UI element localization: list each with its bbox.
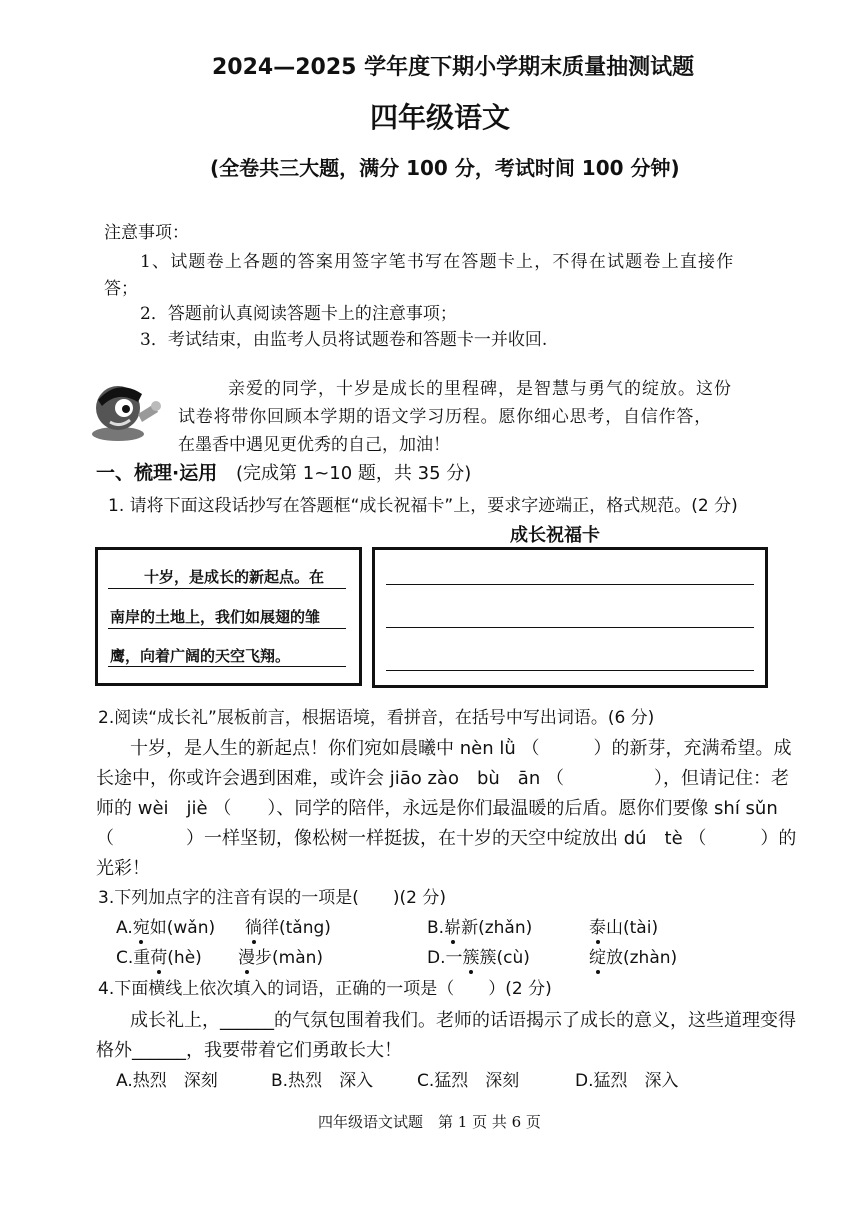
passage-rule-1 bbox=[108, 588, 346, 589]
question-4: 4.下面横线上依次填入的词语，正确的一项是（ ）(2 分) bbox=[98, 979, 552, 999]
passage-rule-2 bbox=[108, 628, 346, 629]
intro-line-1: 亲爱的同学，十岁是成长的里程碑，是智慧与勇气的绽放。这份 bbox=[228, 379, 732, 399]
notes-item-1-cont: 答； bbox=[104, 279, 138, 299]
q3-option-d-2[interactable]: 绽放(zhàn) bbox=[589, 943, 677, 968]
exam-info: (全卷共三大题，满分 100 分，考试时间 100 分钟) bbox=[210, 156, 680, 180]
q3-option-a-1[interactable]: A.宛如(wǎn) bbox=[116, 913, 215, 938]
notes-item-1: 1、试题卷上各题的答案用签字笔书写在答题卡上，不得在试题卷上直接作 bbox=[140, 252, 735, 272]
passage-line-2: 南岸的土地上，我们如展翅的雏 bbox=[110, 608, 321, 626]
passage-rule-3 bbox=[108, 666, 346, 667]
passage-line-1: 十岁，是成长的新起点。在 bbox=[144, 568, 325, 586]
q3-option-c-1[interactable]: C.重荷(hè) bbox=[116, 943, 202, 968]
q4-line-2: 格外______，我要带着它们勇敢长大！ bbox=[96, 1040, 402, 1061]
q2-line-2: 长途中，你或许会遇到困难，或许会 jiāo zào bù ān （ ），但请记住：老 bbox=[96, 768, 789, 789]
card-title: 成长祝福卡 bbox=[510, 525, 600, 546]
notes-item-3: 3．考试结束，由监考人员将试题卷和答题卡一并收回. bbox=[140, 330, 548, 350]
q2-line-1: 十岁，是人生的新起点！你们宛如晨曦中 nèn lǜ （ ）的新芽，充满希望。成 bbox=[130, 738, 792, 759]
blessing-card-answer-box[interactable] bbox=[372, 547, 768, 688]
notes-heading: 注意事项： bbox=[104, 223, 189, 243]
q3-option-a-2[interactable]: 徜徉(tǎng) bbox=[245, 913, 331, 938]
exam-title: 2024—2025 学年度下期小学期末质量抽测试题 bbox=[212, 55, 695, 80]
exam-subject: 四年级语文 bbox=[370, 101, 511, 134]
q3-option-b-2[interactable]: 泰山(tài) bbox=[589, 913, 658, 938]
answer-line-1[interactable] bbox=[386, 584, 754, 585]
question-1: 1. 请将下面这段话抄写在答题框“成长祝福卡”上，要求字迹端正，格式规范。(2 分) bbox=[108, 496, 738, 516]
q3-option-d-1[interactable]: D.一簇簇(cù) bbox=[427, 943, 530, 968]
section-1-desc: (完成第 1~10 题，共 35 分) bbox=[236, 463, 472, 484]
mascot-illustration bbox=[88, 378, 164, 444]
q2-line-4: （ ）一样坚韧，像松树一样挺拔，在十岁的天空中绽放出 dú tè （ ）的 bbox=[96, 828, 797, 849]
intro-line-2: 试卷将带你回顾本学期的语文学习历程。愿你细心思考，自信作答， bbox=[178, 407, 712, 427]
notes-item-2: 2．答题前认真阅读答题卡上的注意事项； bbox=[140, 304, 457, 324]
q4-option-d[interactable]: D.猛烈 深入 bbox=[575, 1071, 679, 1091]
answer-line-2[interactable] bbox=[386, 627, 754, 628]
q2-line-3: 师的 wèi jiè （ ）、同学的陪伴，永远是你们最温暖的后盾。愿你们要像 shí sǔn bbox=[96, 798, 778, 819]
passage-line-3: 鹰，向着广阔的天空飞翔。 bbox=[110, 647, 291, 665]
section-1-title: 一、梳理·运用 bbox=[96, 462, 218, 484]
q4-option-a[interactable]: A.热烈 深刻 bbox=[116, 1071, 218, 1091]
question-2: 2.阅读“成长礼”展板前言，根据语境，看拼音，在括号中写出词语。(6 分) bbox=[98, 708, 655, 728]
intro-line-3: 在墨香中遇见更优秀的自己，加油！ bbox=[178, 435, 450, 455]
q2-line-5: 光彩！ bbox=[96, 858, 150, 879]
q4-option-c[interactable]: C.猛烈 深刻 bbox=[417, 1071, 520, 1091]
page-footer: 四年级语文试题 第 1 页 共 6 页 bbox=[318, 1113, 541, 1131]
q3-option-c-2[interactable]: 漫步(màn) bbox=[238, 943, 323, 968]
q4-option-b[interactable]: B.热烈 深入 bbox=[271, 1071, 374, 1091]
q3-option-b-1[interactable]: B.崭新(zhǎn) bbox=[427, 913, 532, 938]
question-3: 3.下列加点字的注音有误的一项是( )(2 分) bbox=[98, 888, 446, 908]
q4-line-1: 成长礼上，______的气氛包围着我们。老师的话语揭示了成长的意义，这些道理变得 bbox=[130, 1010, 796, 1031]
answer-line-3[interactable] bbox=[386, 670, 754, 671]
